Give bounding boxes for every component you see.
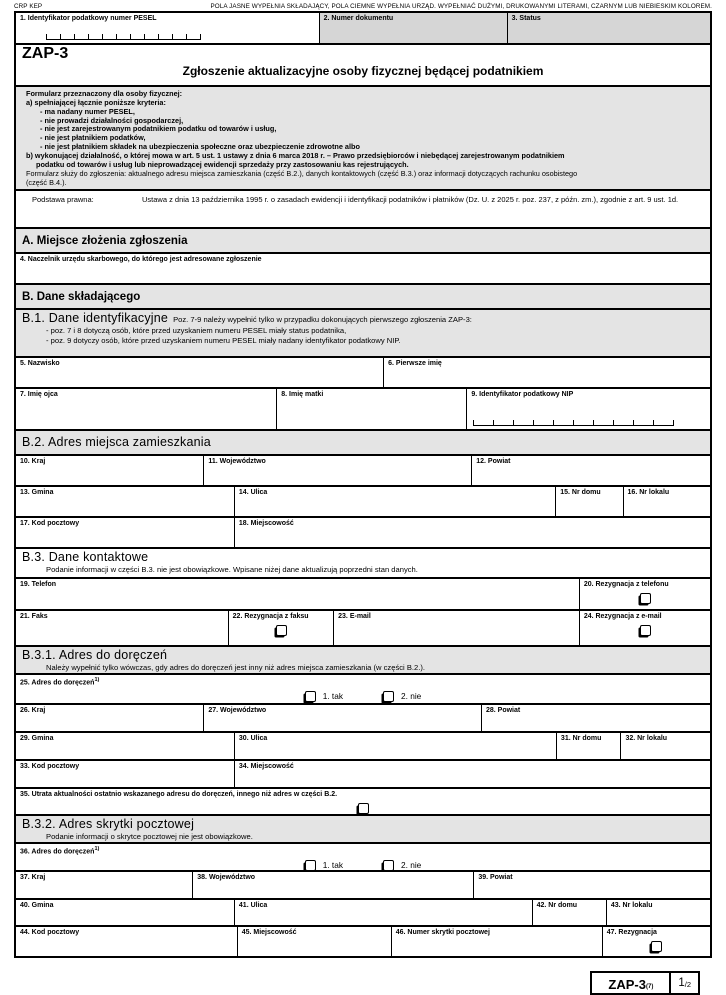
field-29-gmina[interactable] (16, 733, 234, 759)
field-15-label: 15. Nr domu (560, 489, 601, 497)
field-13-gmina[interactable] (16, 487, 234, 516)
row-field-4 (16, 252, 710, 283)
field-4-naczelnik[interactable] (16, 254, 710, 283)
page-top-instructions (0, 0, 726, 11)
field-26-label: 26. Kraj (20, 707, 46, 715)
legal-basis-label: Podstawa prawna: (32, 195, 94, 205)
field-26-kraj[interactable] (16, 705, 203, 731)
info-line: - nie prowadzi działalności gospodarczej, (40, 115, 184, 125)
field-30-ulica[interactable] (234, 733, 556, 759)
field-22-rezygnacja-faks (228, 611, 333, 645)
page-indicator: 1 /2 (669, 973, 698, 993)
section-b3-title: B.3. Dane kontaktowe (22, 550, 149, 565)
field-31-label: 31. Nr domu (560, 735, 602, 743)
field-42-label: 42. Nr domu (536, 902, 578, 910)
field-22-checkbox[interactable] (276, 625, 287, 636)
field-11-wojewodztwo[interactable] (203, 456, 471, 485)
row-fields-29-32 (16, 731, 710, 759)
field-7-label: 7. Imię ojca (20, 391, 58, 399)
row-field-25 (16, 673, 710, 703)
field-29-label: 29. Gmina (20, 735, 54, 743)
footer-box (590, 971, 700, 995)
option-nie-label: 2. nie (401, 691, 422, 702)
section-b31-note: Należy wypełnić tylko wówczas, gdy adres do doręczeń jest inny niż adres miejsca zamieszkania (w części B.2.). (46, 663, 425, 673)
info-line: - nie jest płatnikiem składek na ubezpieczenia społeczne oraz ubezpieczenie zdrowotne albo (40, 142, 360, 152)
field-17-label: 17. Kod pocztowy (20, 520, 80, 528)
field-36-options (20, 860, 706, 871)
section-b3-note: Podanie informacji w części B.3. nie jest obowiązkowe. Wpisane niżej dane aktualizują poprzedni stan danych. (46, 565, 418, 575)
fill-instructions: POLA JASNE WYPEŁNIA SKŁADAJĄCY, POLA CIEMNE WYPEŁNIA URZĄD. WYPEŁNIAĆ DUŻYMI, DRUKOWANYMI LITERAMI, CZARNYM LUB NIEBIESKIM KOLOREM. (210, 3, 712, 10)
row-form-title (16, 43, 710, 85)
field-39-powiat[interactable] (473, 872, 710, 898)
field-5-label: 5. Nazwisko (20, 360, 60, 368)
field-13-label: 13. Gmina (20, 489, 54, 497)
section-b-header (16, 283, 710, 308)
field-44-kod-pocztowy[interactable] (16, 927, 237, 956)
field-33-label: 33. Kod pocztowy (20, 763, 80, 771)
row-fields-5-6 (16, 356, 710, 387)
section-a-header (16, 227, 710, 252)
field-28-powiat[interactable] (481, 705, 710, 731)
row-field-35 (16, 787, 710, 814)
field-4-label: 4. Naczelnik urzędu skarbowego, do którego jest adresowane zgłoszenie (20, 256, 262, 264)
info-line: (część B.4.). (26, 177, 67, 187)
row-fields-33-34 (16, 759, 710, 787)
section-b31-title: B.3.1. Adres do doręczeń (22, 648, 168, 663)
field-30-label: 30. Ulica (238, 735, 268, 743)
field-1-pesel[interactable] (16, 13, 319, 43)
field-37-label: 37. Kraj (20, 874, 46, 882)
field-42-nr-domu[interactable] (532, 900, 606, 925)
row-field-36 (16, 842, 710, 870)
field-10-kraj[interactable] (16, 456, 203, 485)
option-tak-label: 1. tak (322, 691, 343, 702)
section-b1-note: Poz. 7-9 należy wypełnić tylko w przypadku dokonujących pierwszego zgłoszenia ZAP-3: (173, 315, 472, 325)
field-25-tak-checkbox[interactable] (305, 691, 316, 702)
field-32-nr-lokalu[interactable] (620, 733, 710, 759)
field-38-wojewodztwo[interactable] (192, 872, 473, 898)
field-36-nie-checkbox[interactable] (383, 860, 394, 871)
info-line: - nie jest zarejestrowanym podatnikiem podatku od towarów i usług, (40, 124, 277, 134)
page-footer (0, 971, 700, 995)
section-b1-title: B.1. Dane identyfikacyjne (22, 311, 169, 326)
pesel-comb-input[interactable] (46, 34, 201, 40)
field-1-label: 1. Identyfikator podatkowy numer PESEL (20, 15, 157, 22)
field-2-numer-dokumentu (319, 13, 507, 43)
form-purpose-note (16, 85, 710, 189)
row-fields-13-16 (16, 485, 710, 516)
field-5-nazwisko[interactable] (16, 358, 383, 387)
section-b32-header (16, 814, 710, 842)
footnote-1-mark: 1) (94, 846, 100, 853)
field-11-label: 11. Województwo (208, 458, 266, 466)
option-tak-label: 1. tak (322, 860, 343, 871)
field-14-label: 14. Ulica (238, 489, 268, 497)
field-10-label: 10. Kraj (20, 458, 46, 466)
field-14-ulica[interactable] (234, 487, 555, 516)
field-3-status (507, 13, 710, 43)
info-line: Formularz służy do zgłoszenia: aktualnego adresu miejsca zamieszkania (część B.2.), danych kontaktowych (część B.3.) oraz informacji dotyczących rachunku osobistego (26, 168, 578, 178)
field-20-rezygnacja-telefon (579, 579, 710, 609)
field-44-label: 44. Kod pocztowy (20, 929, 80, 937)
field-45-label: 45. Miejscowość (241, 929, 297, 937)
field-21-label: 21. Faks (20, 613, 48, 621)
row-fields-7-9 (16, 387, 710, 429)
section-b1-sub1: - poz. 7 i 8 dotyczą osób, które przed uzyskaniem numeru PESEL miały status podatnika, (46, 326, 347, 336)
field-3-label: 3. Status (511, 15, 541, 22)
field-16-label: 16. Nr lokalu (627, 489, 670, 497)
field-47-label: 47. Rezygnacja (606, 929, 657, 937)
field-31-nr-domu[interactable] (556, 733, 621, 759)
section-b32-note: Podanie informacji o skrytce pocztowej nie jest obowiązkowe. (46, 832, 253, 842)
field-40-label: 40. Gmina (20, 902, 54, 910)
field-47-checkbox[interactable] (651, 941, 662, 952)
field-6-label: 6. Pierwsze imię (388, 360, 442, 368)
field-24-label: 24. Rezygnacja z e-mail (583, 613, 662, 621)
field-34-label: 34. Miejscowość (238, 763, 294, 771)
field-9-nip[interactable] (466, 389, 710, 429)
info-line: Formularz przeznaczony dla osoby fizycznej: (26, 89, 183, 98)
field-37-kraj[interactable] (16, 872, 192, 898)
field-12-label: 12. Powiat (476, 458, 511, 466)
section-b1-header (16, 308, 710, 356)
field-23-email[interactable] (333, 611, 579, 645)
row-legal-basis (16, 189, 710, 227)
field-25-nie-checkbox[interactable] (383, 691, 394, 702)
field-20-label: 20. Rezygnacja z telefonu (583, 581, 669, 589)
row-fields-37-39 (16, 870, 710, 898)
field-21-faks[interactable] (16, 611, 228, 645)
field-15-nr-domu[interactable] (555, 487, 622, 516)
field-24-checkbox[interactable] (640, 625, 651, 636)
field-25-label: 25. Adres do doręczeń$^{1)}$ (20, 677, 100, 687)
registry-code: CRP KEP (14, 3, 43, 10)
field-17-kod-pocztowy[interactable] (16, 518, 234, 547)
field-12-powiat[interactable] (471, 456, 710, 485)
field-8-label: 8. Imię matki (281, 391, 324, 399)
field-9-label: 9. Identyfikator podatkowy NIP (471, 391, 574, 399)
row-fields-26-28 (16, 703, 710, 731)
field-20-checkbox[interactable] (640, 593, 651, 604)
field-28-label: 28. Powiat (485, 707, 521, 715)
field-25-options (20, 691, 706, 702)
section-b-title: B. Dane składającego (22, 291, 141, 304)
row-identifiers (16, 13, 710, 43)
field-19-label: 19. Telefon (20, 581, 57, 589)
row-fields-17-18 (16, 516, 710, 547)
form-code: ZAP-3 (22, 45, 69, 62)
field-33-kod-pocztowy[interactable] (16, 761, 234, 787)
field-39-label: 39. Powiat (478, 874, 513, 882)
field-2-label: 2. Numer dokumentu (323, 15, 394, 22)
section-b2-title: B.2. Adres miejsca zamieszkania (22, 435, 211, 450)
row-fields-44-47 (16, 925, 710, 956)
field-8-imie-matki[interactable] (276, 389, 466, 429)
field-47-rezygnacja (602, 927, 710, 956)
field-18-label: 18. Miejscowość (238, 520, 294, 528)
section-b31-header (16, 645, 710, 673)
row-fields-40-43 (16, 898, 710, 925)
field-36-tak-checkbox[interactable] (305, 860, 316, 871)
row-fields-21-24 (16, 609, 710, 645)
option-nie-label: 2. nie (401, 860, 422, 871)
footer-form-code: ZAP-3 $_{(7)}$ (608, 976, 654, 992)
legal-basis-text: Ustawa z dnia 13 października 1995 r. o zasadach ewidencji i identyfikacji podatników i płatników (Dz. U. z 2025 r. poz. 237, z późn. zm.), zgodnie z art. 9 ust. 1d. (142, 195, 679, 205)
field-27-wojewodztwo[interactable] (203, 705, 481, 731)
field-35-label: 35. Utrata aktualności ostatnio wskazanego adresu do doręczeń, innego niż adres w części B.2. (20, 791, 338, 799)
section-b1-sub2: - poz. 9 dotyczy osób, które przed uzyskaniem numeru PESEL miały nadany identyfikator podatkowy NIP. (46, 336, 401, 346)
info-line: - nie jest płatnikiem podatków, (40, 133, 146, 143)
section-a-title: A. Miejsce złożenia zgłoszenia (22, 235, 188, 248)
row-fields-19-20 (16, 577, 710, 609)
form-body (14, 11, 712, 958)
field-45-miejscowosc[interactable] (237, 927, 391, 956)
row-fields-10-12 (16, 454, 710, 485)
field-27-label: 27. Województwo (208, 707, 267, 715)
field-43-nr-lokalu[interactable] (606, 900, 710, 925)
field-22-label: 22. Rezygnacja z faksu (232, 613, 309, 621)
field-41-label: 41. Ulica (238, 902, 268, 910)
field-24-rezygnacja-email (579, 611, 710, 645)
section-b2-header (16, 429, 710, 454)
footer-version: (7) (645, 984, 654, 991)
field-6-pierwsze-imie[interactable] (383, 358, 710, 387)
info-line: a) spełniającej łącznie poniższe kryteria: (26, 97, 166, 107)
field-36-label: 36. Adres do doręczeń$^{1)}$ (20, 846, 100, 856)
field-41-ulica[interactable] (234, 900, 532, 925)
field-32-label: 32. Nr lokalu (625, 735, 668, 743)
info-line: b) wykonującej działalność, o której mowa w art. 5 ust. 1 ustawy z dnia 6 marca 2018 r. – Prawo przedsiębiorców i niebędącej zarejestrowanym podatnikiem (26, 151, 565, 161)
field-38-label: 38. Województwo (197, 874, 256, 882)
field-7-imie-ojca[interactable] (16, 389, 276, 429)
field-40-gmina[interactable] (16, 900, 234, 925)
info-line: podatku od towarów i usług lub nieprowadzącej ewidencji sprzedaży przy zastosowaniu kas rejestrujących. (36, 159, 409, 169)
section-b32-title: B.3.2. Adres skrytki pocztowej (22, 817, 195, 832)
section-b3-header (16, 547, 710, 577)
field-23-label: 23. E-mail (338, 613, 371, 621)
field-34-miejscowosc[interactable] (234, 761, 710, 787)
field-46-label: 46. Numer skrytki pocztowej (395, 929, 490, 937)
field-46-numer-skrytki[interactable] (391, 927, 602, 956)
field-35-checkbox[interactable] (358, 803, 369, 814)
info-line: - ma nadany numer PESEL, (40, 106, 135, 116)
footnote-1-mark: 1) (94, 677, 100, 684)
nip-comb-input[interactable] (473, 420, 674, 426)
field-16-nr-lokalu[interactable] (623, 487, 710, 516)
form-title: Zgłoszenie aktualizacyjne osoby fizycznej będącej podatnikiem (182, 63, 544, 78)
field-43-label: 43. Nr lokalu (610, 902, 653, 910)
field-19-telefon[interactable] (16, 579, 579, 609)
field-18-miejscowosc[interactable] (234, 518, 710, 547)
